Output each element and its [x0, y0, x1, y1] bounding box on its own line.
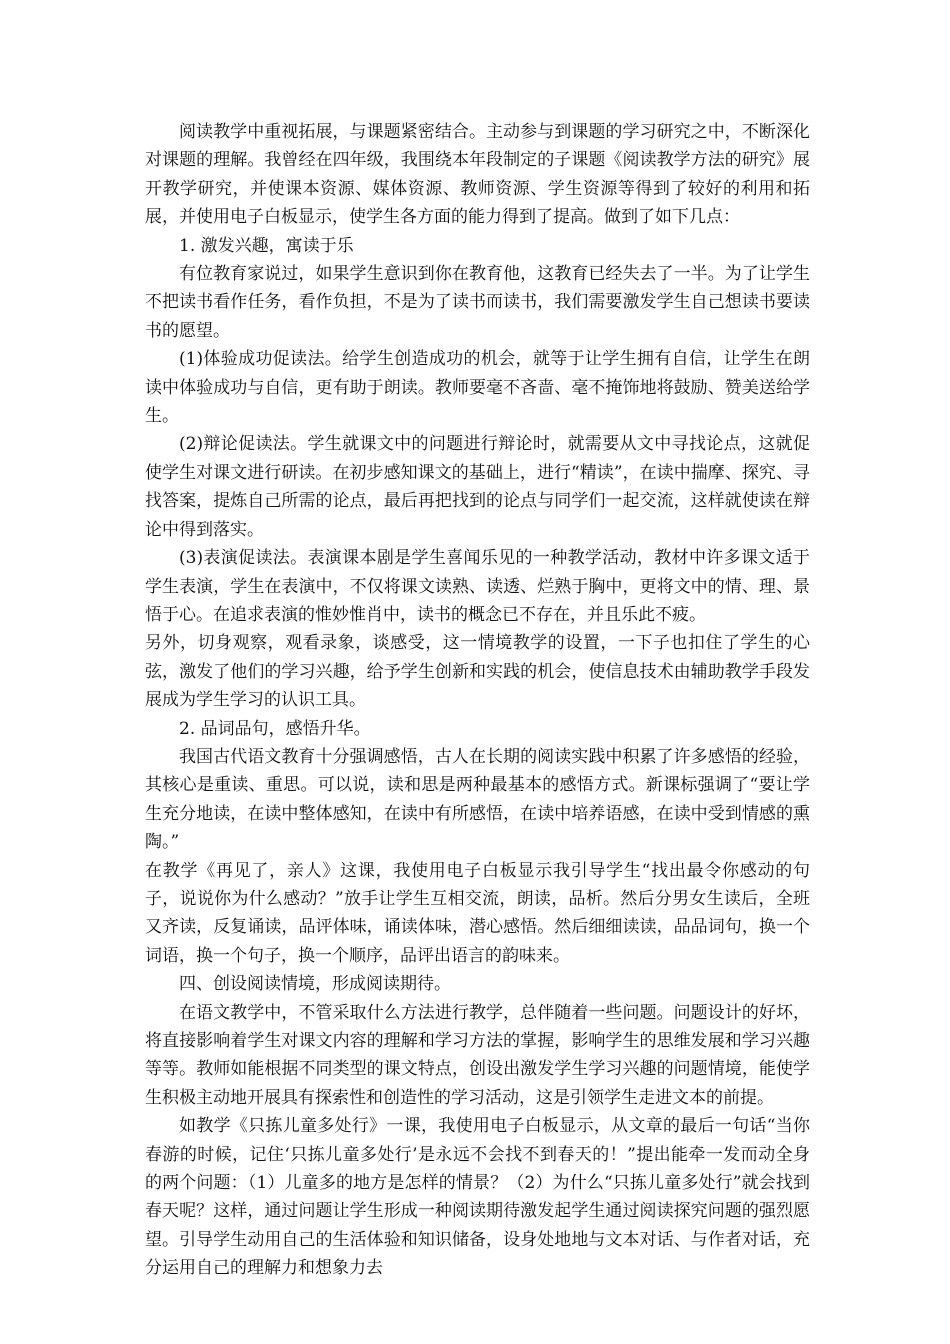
paragraph-question-design: 在语文教学中，不管采取什么方法进行教学，总伴随着一些问题。问题设计的好坏，将直接影响着学生对课文内容的理解和学习方法的掌握，影响学生的思维发展和学习兴趣等等。教师如能根据不同类型的课文特点，创设出激发学生学习兴趣的问题情境，能使学生积极主动地开展具有探索性和创造性的学习活动，这是引领学生走进文本的前提。 — [145, 1002, 810, 1108]
heading-word-study: 2. 品词品句，感悟升华。 — [179, 718, 371, 739]
paragraph-lesson-example: 在教学《再见了，亲人》这课，我使用电子白板显示我引导学生“找出最令你感动的句子，说说你为什么感动？”放手让学生互相交流，朗读，品析。然后分男女生读后，全班又齐读，反复诵读，品评体味，诵读体味，潜心感悟。然后细细读读，品品词句，换一个词语，换一个句子，换一个顺序，品评出语言的韵味来。 — [145, 860, 810, 966]
document-body — [145, 118, 810, 1283]
paragraph-method-debate: (2)辩论促读法。学生就课文中的问题进行辩论时，就需要从文中寻找论点，这就促使学生对课文进行研读。在初步感知课文的基础上，进行“精读”，在读中揣摩、探究、寻找答案，提炼自己所需的论点，最后再把找到的论点与同学们一起交流，这样就使读在辩论中得到落实。 — [145, 434, 810, 540]
heading-reading-context: 四、创设阅读情境，形成阅读期待。 — [179, 974, 451, 995]
paragraph-observation: 另外，切身观察，观看录象，谈感受，这一情境教学的设置，一下子也扣住了学生的心弦，激发了他们的学习兴趣，给予学生创新和实践的机会，使信息技术由辅助教学手段发展成为学生学习的认识工具。 — [145, 633, 810, 711]
paragraph-method-performance: (3)表演促读法。表演课本剧是学生喜闻乐见的一种教学活动，教材中许多课文适于学生表演，学生在表演中，不仅将课文读熟、读透、烂熟于胸中，更将文中的情、理、景悟于心。在追求表演的惟妙惟肖中，读书的概念已不存在，并且乐此不疲。 — [145, 548, 810, 625]
paragraph-method-success: (1)体验成功促读法。给学生创造成功的机会，就等于让学生拥有自信，让学生在朗读中体验成功与自信，更有助于朗读。教师要毫不吝啬、毫不掩饰地将鼓励、赞美送给学生。 — [145, 349, 810, 427]
paragraph-educator-quote: 有位教育家说过，如果学生意识到你在教育他，这教育已经失去了一半。为了让学生不把读书看作任务，看作负担，不是为了读书而读书，我们需要激发学生自己想读书要读书的愿望。 — [145, 264, 810, 341]
paragraph-intro: 阅读教学中重视拓展，与课题紧密结合。主动参与到课题的学习研究之中，不断深化对课题的理解。我曾经在四年级，我围绕本年段制定的子课题《阅读教学方法的研究》展开教学研究，并使课本资源、媒体资源、教师资源、学生资源等得到了较好的利用和拓展，并使用电子白板显示，使学生各方面的能力得到了提高。做到了如下几点： — [145, 122, 810, 228]
heading-interest: 1. 激发兴趣，寓读于乐 — [179, 235, 354, 256]
paragraph-perception: 我国古代语文教育十分强调感悟，古人在长期的阅读实践中积累了许多感悟的经验，其核心是重读、重思。可以说，读和思是两种最基本的感悟方式。新课标强调了“要让学生充分地读，在读中整体感知，在读中有所感悟，在读中培养语感，在读中受到情感的熏陶。” — [145, 746, 810, 853]
paragraph-spring-lesson: 如教学《只拣儿童多处行》一课，我使用电子白板显示，从文章的最后一句话“当你春游的时候，记住‘只拣儿童多处行’是永远不会找不到春天的！”提出能牵一发而动全身的两个问题：（1）儿童多的地方是怎样的情景？（2）为什么“只拣儿童多处行”就会找到春天呢？这样，通过问题让学生形成一种阅读期待激发起学生通过阅读探究问题的强烈愿望。引导学生动用自己的生活体验和知识储备，设身处地地与文本对话、与作者对话，充分运用自己的理解力和想象力去 — [145, 1116, 810, 1279]
